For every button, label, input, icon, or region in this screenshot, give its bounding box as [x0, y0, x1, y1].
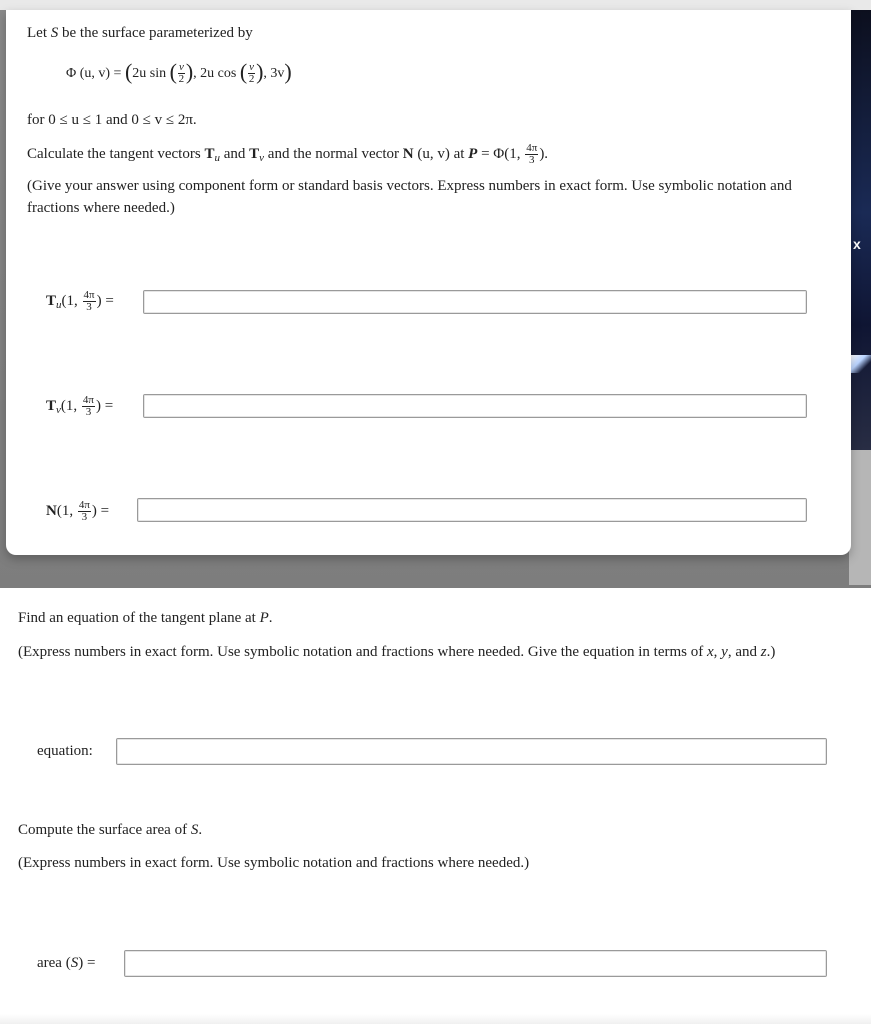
- phi-term-cos: , 2u cos: [193, 66, 240, 81]
- tu-symbol: T: [204, 145, 215, 162]
- paren-open: (: [124, 59, 133, 84]
- task-instructions: (Give your answer using component form or standard basis vectors. Express numbers in exact form. Use symbolic notation and fractions where needed.): [27, 178, 792, 216]
- surface-area-prompt: Compute the surface area of S.: [18, 822, 203, 838]
- top-strip: [0, 0, 871, 10]
- phi-term-sin: 2u sin: [132, 66, 170, 81]
- background-window-edge: [849, 450, 871, 585]
- equation-label: equation:: [37, 743, 93, 759]
- normal-label: N(1, $\frac{4\pi}{3}$ ) =: [46, 499, 110, 523]
- tv-label: $T_v(1$, $\frac{4\pi}{3}$ ) =: [46, 394, 114, 418]
- fraction-v-over-2: $\frac{v}{2}$: [178, 61, 185, 86]
- area-label: area (S) =: [37, 955, 96, 971]
- fraction-4pi-over-3: $\frac{4\pi}{3}$: [526, 142, 538, 166]
- surface-symbol: S: [50, 25, 59, 41]
- tv-symbol: T: [249, 145, 260, 162]
- tv-input[interactable]: [143, 394, 807, 418]
- tu-input[interactable]: [143, 290, 807, 314]
- intro-line: [27, 23, 253, 43]
- close-icon[interactable]: x: [853, 236, 861, 252]
- tu-label: $T_u(1$, $\frac{4\pi}{3}$ ) =: [46, 289, 114, 313]
- background-window: [849, 10, 871, 460]
- bottom-fade: [0, 1014, 871, 1024]
- phi-lhs: Φ (u, v) =: [66, 66, 125, 81]
- tangent-plane-instructions: (Express numbers in exact form. Use symbolic notation and fractions where needed. Give the equation in terms of x, y, and z.): [18, 644, 776, 660]
- tangent-plane-prompt: Find an equation of the tangent plane at P.: [18, 610, 273, 626]
- parameterization-formula: Φ (u, v) = (2u sin ( $\frac{v}{2}$ ), 2u cos ( $\frac{v}{2}$ ), 3v): [66, 59, 292, 86]
- wallpaper-streak: [851, 355, 871, 373]
- equation-input[interactable]: [116, 738, 827, 765]
- area-input[interactable]: [124, 950, 827, 977]
- normal-symbol: N: [402, 145, 414, 162]
- surface-area-instructions: (Express numbers in exact form. Use symbolic notation and fractions where needed.): [18, 855, 530, 871]
- domain-line: for 0 ≤ u ≤ 1 and 0 ≤ v ≤ 2π.: [27, 112, 197, 128]
- intro-text: Let: [27, 25, 51, 41]
- intro-text-suffix: be the surface parameterized by: [58, 25, 253, 41]
- point-symbol: P: [468, 145, 478, 162]
- question-modal: [6, 10, 851, 555]
- normal-input[interactable]: [137, 498, 807, 522]
- phi-term-z: , 3v: [263, 66, 285, 81]
- paren-close: ): [284, 59, 292, 84]
- fraction-v-over-2-second: $\frac{v}{2}$: [248, 61, 255, 86]
- task-line: Calculate the tangent vectors $T_u$ and $T_v$ and the normal vector N (u, v) at P = Φ(1, $\frac{4\pi}{3}$ ).: [27, 142, 549, 166]
